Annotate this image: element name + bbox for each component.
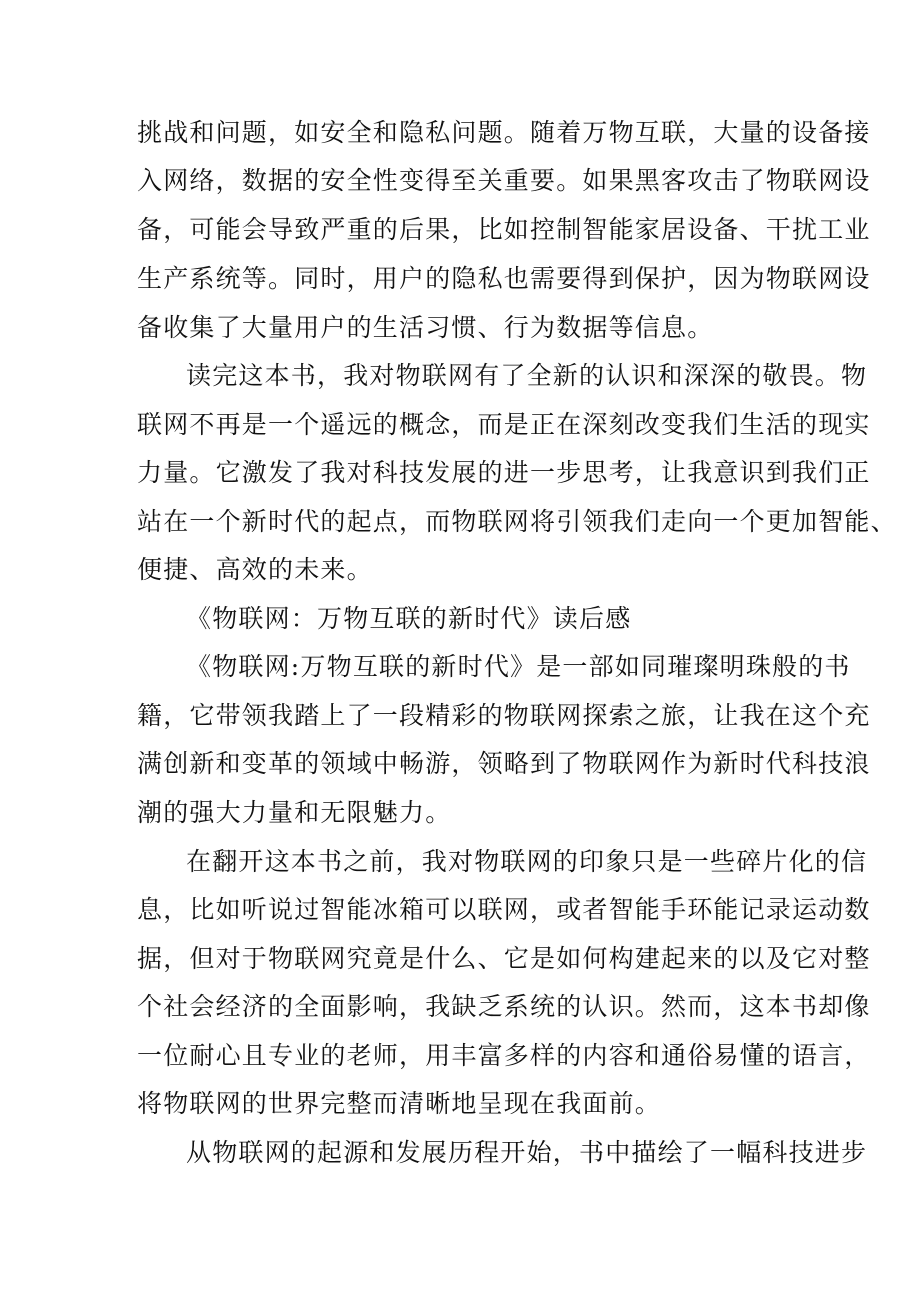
text-line: 潮的强大力量和无限魅力。 [137,798,452,827]
text-line: 据，但对于物联网究竟是什么、它是如何构建起来的以及它对整 [137,944,871,973]
text-line: 将物联网的世界完整而清晰地呈现在我面前。 [137,1089,662,1118]
text-line: 挑战和问题，如安全和隐私问题。随着万物互联，大量的设备接 [137,118,871,147]
text-line: 一位耐心且专业的老师，用丰富多样的内容和通俗易懂的语言， [137,1041,871,1070]
text-line: 满创新和变革的领域中畅游，领略到了物联网作为新时代科技浪 [137,749,871,778]
text-line: 备，可能会导致严重的后果，比如控制智能家居设备、干扰工业 [137,215,871,244]
text-line: 入网络，数据的安全性变得至关重要。如果黑客攻击了物联网设 [137,166,871,195]
text-line: 便捷、高效的未来。 [137,555,373,584]
text-line: 力量。它激发了我对科技发展的进一步思考，让我意识到我们正 [137,458,871,487]
text-line: 籍，它带领我踏上了一段精彩的物联网探索之旅，让我在这个充 [137,701,871,730]
text-line: 站在一个新时代的起点，而物联网将引领我们走向一个更加智能、 [137,507,897,536]
text-line: 息，比如听说过智能冰箱可以联网，或者智能手环能记录运动数 [137,895,871,924]
text-line: 读完这本书，我对物联网有了全新的认识和深深的敬畏。物 [186,361,868,390]
text-line: 备收集了大量用户的生活习惯、行为数据等信息。 [137,313,714,342]
text-line: 在翻开这本书之前，我对物联网的印象只是一些碎片化的信 [186,847,868,876]
text-line: 从物联网的起源和发展历程开始，书中描绘了一幅科技进步 [186,1138,868,1167]
text-line: 联网不再是一个遥远的概念，而是正在深刻改变我们生活的现实 [137,410,871,439]
text-line: 《物联网:万物互联的新时代》是一部如同璀璨明珠般的书 [186,652,851,681]
text-line: 生产系统等。同时，用户的隐私也需要得到保护，因为物联网设 [137,264,871,293]
section-title: 《物联网：万物互联的新时代》读后感 [186,604,632,633]
text-line: 个社会经济的全面影响，我缺乏系统的认识。然而，这本书却像 [137,992,871,1021]
